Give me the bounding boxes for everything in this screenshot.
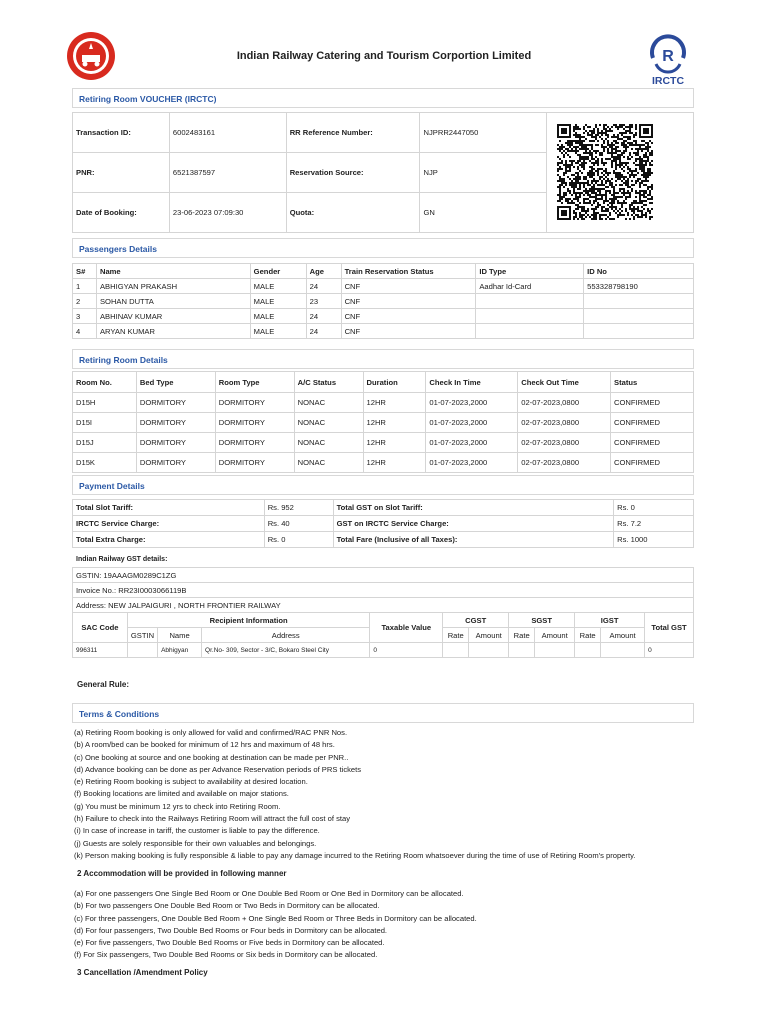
table-row <box>73 324 694 339</box>
table-row <box>73 413 694 433</box>
pnr-label: PNR: <box>73 153 170 193</box>
irctc-logo <box>643 30 693 88</box>
invoice-line: Invoice No.: RR23I0003066119B <box>73 583 694 598</box>
quota-label: Quota: <box>286 193 420 233</box>
cell: ABHINAV KUMAR <box>96 309 250 324</box>
cell <box>476 294 584 309</box>
col-header: Amount <box>601 628 645 643</box>
cell: 01-07-2023,2000 <box>426 453 518 473</box>
list-item: (j) Guests are solely responsible for their own valuables and belongings. <box>74 838 317 848</box>
cell: CNF <box>341 309 476 324</box>
list-item: (f) Booking locations are limited and available on major stations. <box>74 789 289 799</box>
gst-service-charge-label: GST on IRCTC Service Charge: <box>333 516 614 532</box>
reservation-source-value: NJP <box>420 153 547 193</box>
payment-table <box>72 499 694 548</box>
list-item: (e) Retiring Room booking is subject to availability at desired location. <box>74 777 308 787</box>
cell <box>476 324 584 339</box>
rooms-table <box>72 371 694 473</box>
cell: CONFIRMED <box>611 413 694 433</box>
col-header: Train Reservation Status <box>341 264 476 279</box>
table-header-row <box>73 613 694 628</box>
cell: NONAC <box>294 453 363 473</box>
cell <box>476 309 584 324</box>
col-header: CGST <box>443 613 509 628</box>
col-header: ID No <box>584 264 694 279</box>
cell: 01-07-2023,2000 <box>426 413 518 433</box>
gstin-line: GSTIN: 19AAAGM0289C1ZG <box>73 568 694 583</box>
cell: D15I <box>73 413 137 433</box>
cell: DORMITORY <box>215 453 294 473</box>
table-header-row <box>73 372 694 393</box>
accommodation-heading: 2 Accommodation will be provided in following manner <box>77 869 287 878</box>
passengers-section-title: Passengers Details <box>72 238 694 258</box>
table-row <box>73 643 694 658</box>
table-row <box>73 532 694 548</box>
cell: 02-07-2023,0800 <box>518 433 611 453</box>
cell: 12HR <box>363 413 426 433</box>
col-header: Name <box>96 264 250 279</box>
list-item: (e) For five passengers, Two Double Bed Rooms or Five beds in Dormitory can be allocated. <box>74 938 385 948</box>
total-slot-tariff-label: Total Slot Tariff: <box>73 500 265 516</box>
list-item: (f) For Six passengers, Two Double Bed Rooms or Six beds in Dormitory can be allocated. <box>74 950 378 960</box>
list-item: (c) One booking at source and one booking at destination can be made per PNR.. <box>74 752 349 762</box>
col-header: Check In Time <box>426 372 518 393</box>
col-header: Room Type <box>215 372 294 393</box>
col-header: SAC Code <box>73 613 128 643</box>
cell: 12HR <box>363 393 426 413</box>
transaction-id-label: Transaction ID: <box>73 113 170 153</box>
sac-code-value: 996311 <box>73 643 128 658</box>
col-header: Name <box>158 628 202 643</box>
list-item: (h) Failure to check into the Railways Retiring Room will attract the full cost of stay <box>74 814 351 824</box>
total-fare-label: Total Fare (Inclusive of all Taxes): <box>333 532 614 548</box>
col-header: Bed Type <box>136 372 215 393</box>
cell: ABHIGYAN PRAKASH <box>96 279 250 294</box>
col-header: Room No. <box>73 372 137 393</box>
cell: DORMITORY <box>136 413 215 433</box>
address-line: Address: NEW JALPAIGURI , NORTH FRONTIER RAILWAY <box>73 598 694 613</box>
recipient-address-value: Qr.No- 309, Sector - 3/C, Bokaro Steel City <box>202 643 370 658</box>
cell <box>584 309 694 324</box>
table-row <box>73 568 694 583</box>
cell: CNF <box>341 279 476 294</box>
list-item: (c) For three passengers, One Double Bed Room + One Single Bed Room or Three Beds in Dormitory can be allocated. <box>74 913 477 923</box>
cell: CONFIRMED <box>611 453 694 473</box>
cell: 1 <box>73 279 97 294</box>
cell: CNF <box>341 294 476 309</box>
table-row <box>73 453 694 473</box>
col-header: Status <box>611 372 694 393</box>
cell: MALE <box>250 324 306 339</box>
gst-table <box>72 567 694 658</box>
list-item: (d) Advance booking can be done as per Advance Reservation periods of PRS tickets <box>74 764 362 774</box>
cell: CNF <box>341 324 476 339</box>
list-item: (g) You must be minimum 12 yrs to check into Retiring Room. <box>74 801 281 811</box>
list-item: (i) In case of increase in tariff, the customer is liable to pay the difference. <box>74 826 320 836</box>
col-header: IGST <box>575 613 645 628</box>
qr-code <box>557 124 653 220</box>
list-item: (d) For four passengers, Two Double Bed Rooms or Four beds in Dormitory can be allocated. <box>74 925 388 935</box>
col-header: Rate <box>443 628 469 643</box>
col-header: S# <box>73 264 97 279</box>
cell <box>535 643 575 658</box>
col-header: Amount <box>469 628 509 643</box>
accommodation-list <box>74 888 714 962</box>
recipient-name-value: Abhigyan <box>158 643 202 658</box>
list-item: (k) Person making booking is fully responsible & liable to pay any damage incurred to the Retiring Room whatsoever during the time of use of Retiring Room's property. <box>74 850 636 860</box>
cell: Aadhar Id-Card <box>476 279 584 294</box>
col-header: GSTIN <box>127 628 157 643</box>
col-header: Rate <box>575 628 601 643</box>
list-item: (a) Retiring Room booking is only allowed for valid and confirmed/RAC PNR Nos. <box>74 728 348 737</box>
total-gst-value: 0 <box>645 643 694 658</box>
cell <box>575 643 601 658</box>
cell: 01-07-2023,2000 <box>426 393 518 413</box>
cell: 553328798190 <box>584 279 694 294</box>
cell <box>509 643 535 658</box>
cell: 12HR <box>363 453 426 473</box>
extra-charge-label: Total Extra Charge: <box>73 532 265 548</box>
irctc-logo-text: IRCTC <box>651 75 685 87</box>
cell: DORMITORY <box>215 433 294 453</box>
reservation-source-label: Reservation Source: <box>286 153 420 193</box>
total-fare-value: Rs. 1000 <box>614 532 694 548</box>
service-charge-label: IRCTC Service Charge: <box>73 516 265 532</box>
col-header: Total GST <box>645 613 694 643</box>
gst-details-label: Indian Railway GST details: <box>76 556 168 563</box>
cell: NONAC <box>294 393 363 413</box>
table-row <box>73 598 694 613</box>
rr-reference-value: NJPRR2447050 <box>420 113 547 153</box>
table-row <box>73 309 694 324</box>
table-row <box>73 516 694 532</box>
cell <box>584 324 694 339</box>
cell: 01-07-2023,2000 <box>426 433 518 453</box>
cell: DORMITORY <box>215 393 294 413</box>
cell: 12HR <box>363 433 426 453</box>
cell: NONAC <box>294 433 363 453</box>
col-header: Amount <box>535 628 575 643</box>
cell: D15J <box>73 433 137 453</box>
total-gst-value: Rs. 0 <box>614 500 694 516</box>
col-header: Address <box>202 628 370 643</box>
list-item: (b) A room/bed can be booked for minimum of 12 hrs and maximum of 48 hrs. <box>74 740 335 750</box>
cell: D15H <box>73 393 137 413</box>
table-row <box>73 294 694 309</box>
terms-list <box>74 727 714 862</box>
col-header: Age <box>306 264 341 279</box>
cancellation-heading: 3 Cancellation /Amendment Policy <box>77 968 208 977</box>
date-of-booking-label: Date of Booking: <box>73 193 170 233</box>
table-row <box>73 500 694 516</box>
cell: DORMITORY <box>136 393 215 413</box>
cell: MALE <box>250 294 306 309</box>
cell: 02-07-2023,0800 <box>518 413 611 433</box>
cell <box>601 643 645 658</box>
general-rule-heading: General Rule: <box>77 680 130 689</box>
cell: ARYAN KUMAR <box>96 324 250 339</box>
col-header: Rate <box>509 628 535 643</box>
cell: 24 <box>306 324 341 339</box>
cell: SOHAN DUTTA <box>96 294 250 309</box>
table-row <box>73 279 694 294</box>
cell: 02-07-2023,0800 <box>518 393 611 413</box>
col-header: Gender <box>250 264 306 279</box>
table-header-row <box>73 264 694 279</box>
pnr-value: 6521387597 <box>169 153 286 193</box>
gst-service-charge-value: Rs. 7.2 <box>614 516 694 532</box>
col-header: Recipient Information <box>127 613 370 628</box>
total-gst-label: Total GST on Slot Tariff: <box>333 500 614 516</box>
cell <box>443 643 469 658</box>
cell: DORMITORY <box>136 453 215 473</box>
cell <box>469 643 509 658</box>
cell: MALE <box>250 309 306 324</box>
cell: DORMITORY <box>215 413 294 433</box>
date-of-booking-value: 23-06-2023 07:09:30 <box>169 193 286 233</box>
terms-section-title: Terms & Conditions <box>72 703 694 723</box>
col-header: Taxable Value <box>370 613 443 643</box>
table-row <box>73 393 694 413</box>
table-row <box>73 583 694 598</box>
col-header: ID Type <box>476 264 584 279</box>
cell: CONFIRMED <box>611 393 694 413</box>
list-item: (b) For two passengers One Double Bed Room or Two Beds in Dormitory can be allocated. <box>74 901 380 911</box>
table-row <box>73 433 694 453</box>
cell: 24 <box>306 309 341 324</box>
rooms-section-title: Retiring Room Details <box>72 349 694 369</box>
svg-text:R: R <box>662 48 674 65</box>
cell: 02-07-2023,0800 <box>518 453 611 473</box>
voucher-section-title: Retiring Room VOUCHER (IRCTC) <box>72 88 694 108</box>
total-slot-tariff-value: Rs. 952 <box>264 500 333 516</box>
gstin-value <box>127 643 157 658</box>
passengers-table <box>72 263 694 339</box>
transaction-id-value: 6002483161 <box>169 113 286 153</box>
col-header: Check Out Time <box>518 372 611 393</box>
cell: NONAC <box>294 413 363 433</box>
cell: 24 <box>306 279 341 294</box>
cell: CONFIRMED <box>611 433 694 453</box>
list-item: (a) For one passengers One Single Bed Room or One Double Bed Room or One Bed in Dormitory can be allocated. <box>74 889 464 898</box>
cell <box>584 294 694 309</box>
extra-charge-value: Rs. 0 <box>264 532 333 548</box>
document-title: Indian Railway Catering and Tourism Corportion Limited <box>236 50 532 62</box>
cell: 23 <box>306 294 341 309</box>
cell: 4 <box>73 324 97 339</box>
service-charge-value: Rs. 40 <box>264 516 333 532</box>
cell: 2 <box>73 294 97 309</box>
col-header: SGST <box>509 613 575 628</box>
cell: MALE <box>250 279 306 294</box>
cell: D15K <box>73 453 137 473</box>
col-header: Duration <box>363 372 426 393</box>
cell: DORMITORY <box>136 433 215 453</box>
cell: 3 <box>73 309 97 324</box>
col-header: A/C Status <box>294 372 363 393</box>
rr-reference-label: RR Reference Number: <box>286 113 420 153</box>
payment-section-title: Payment Details <box>72 475 694 495</box>
quota-value: GN <box>420 193 547 233</box>
taxable-value: 0 <box>370 643 443 658</box>
